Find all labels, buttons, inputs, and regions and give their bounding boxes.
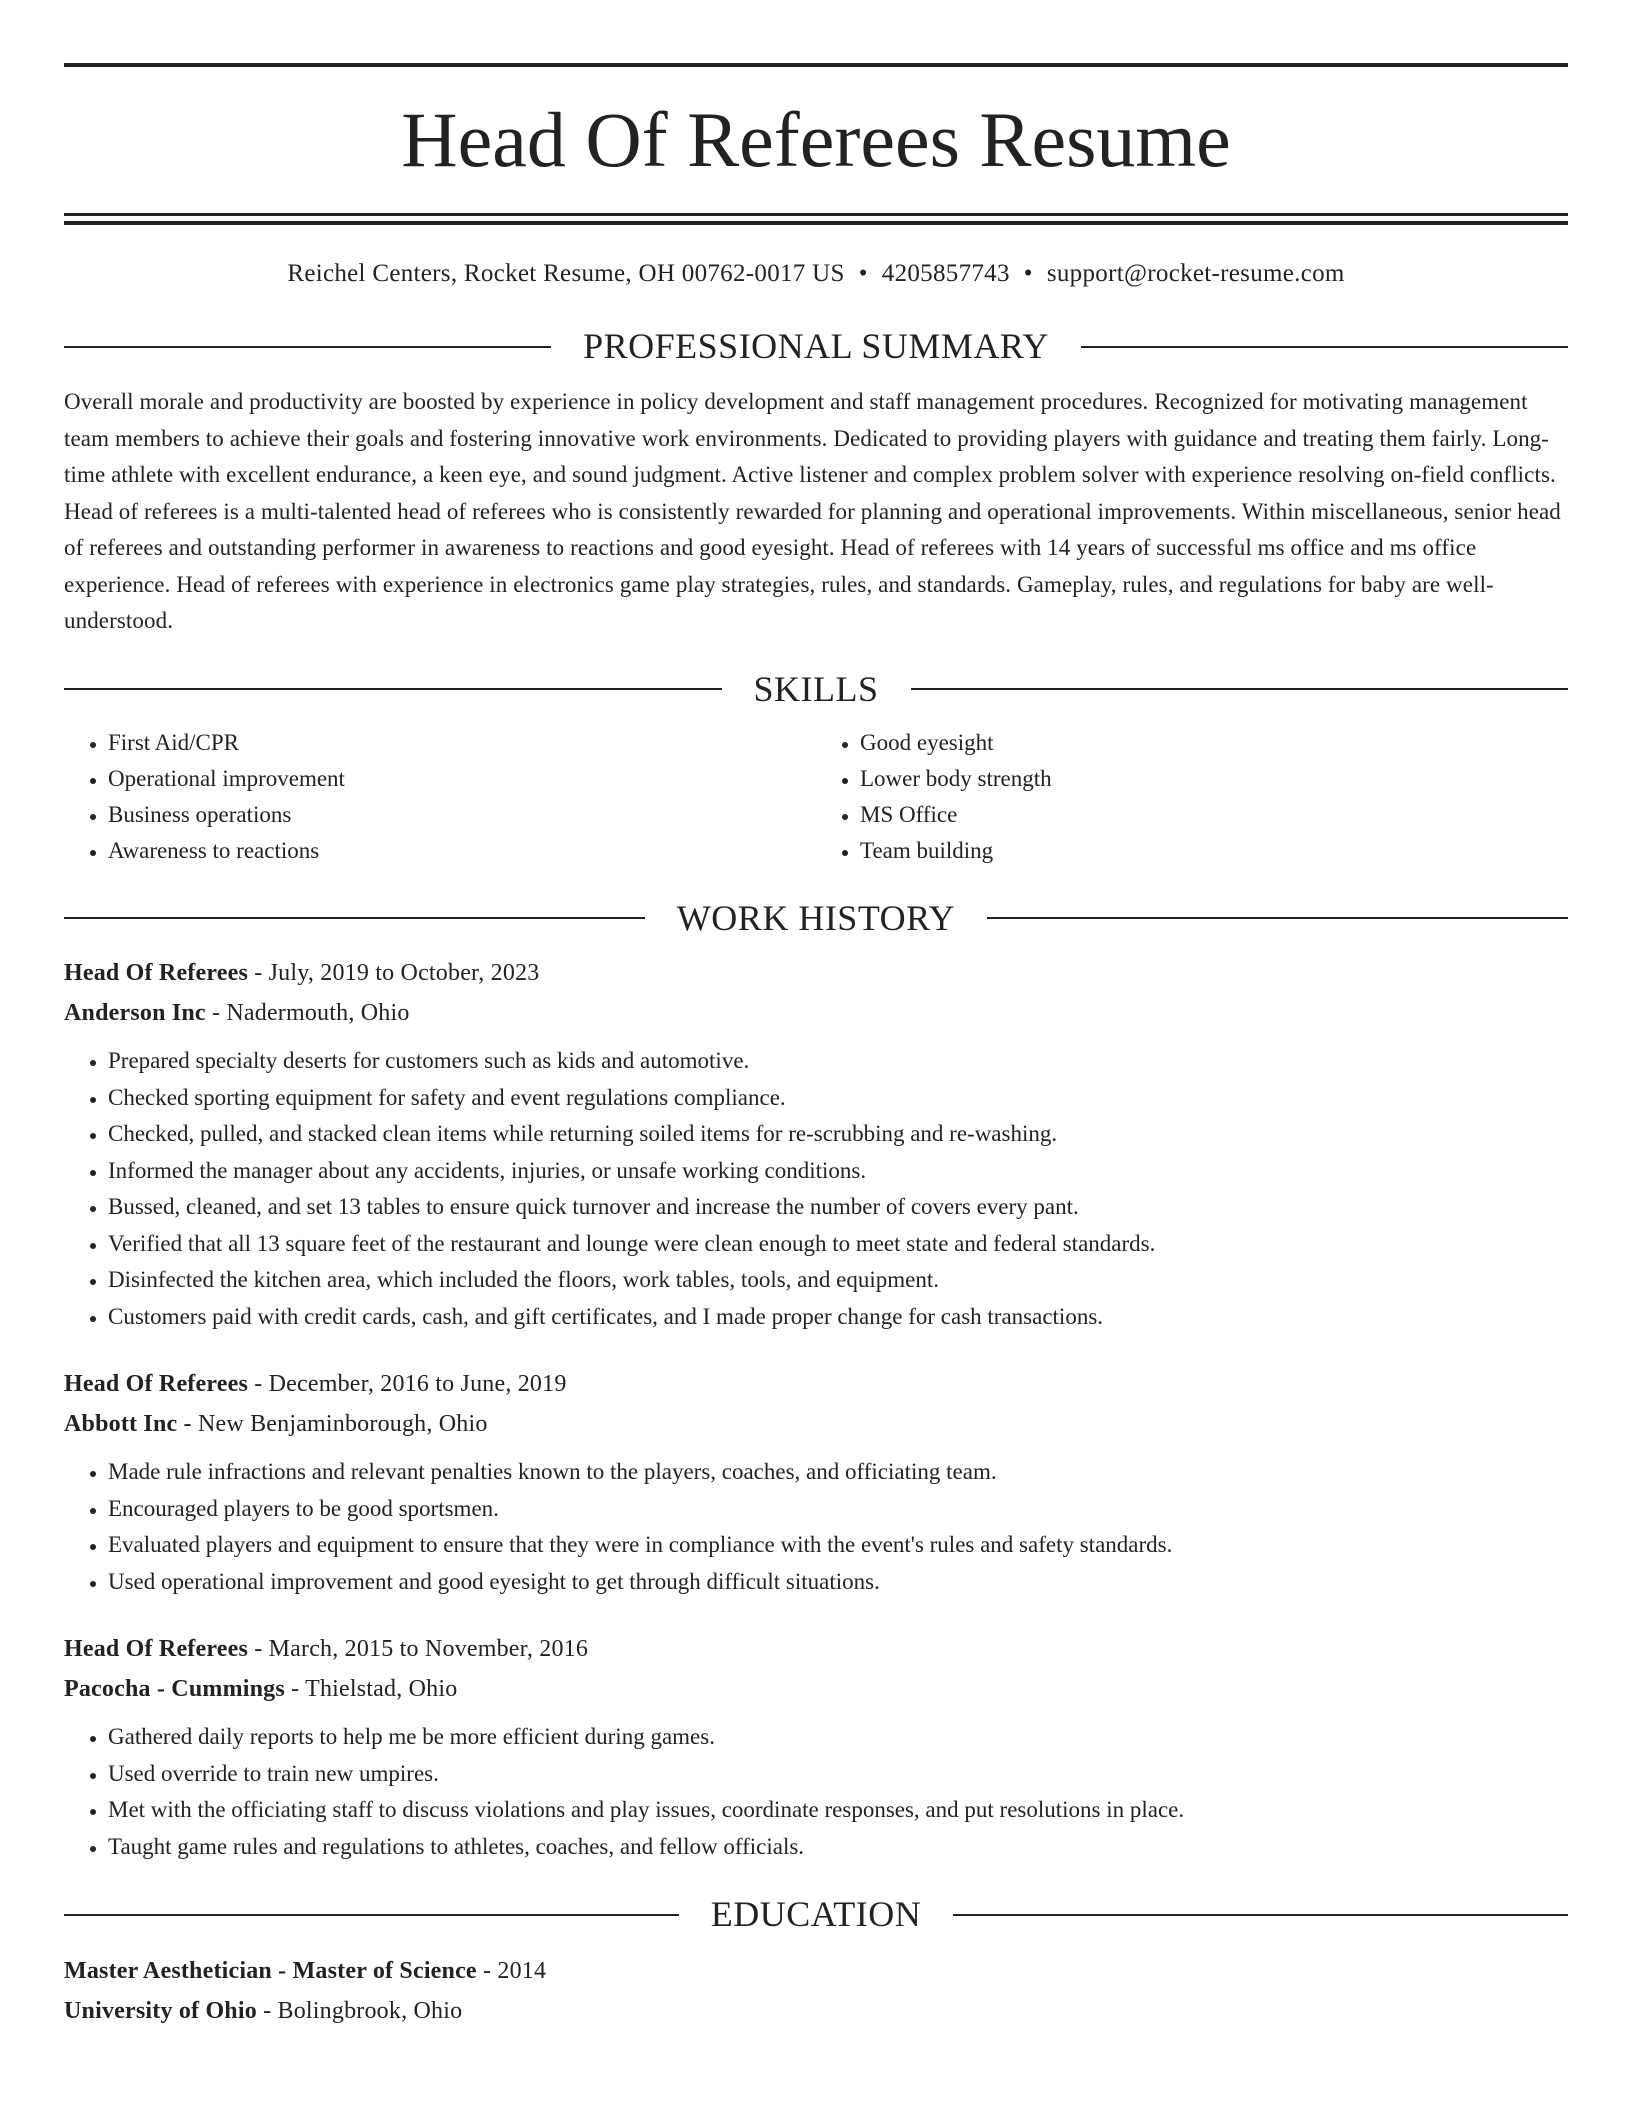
contact-line <box>64 259 1568 289</box>
section-divider <box>987 917 1568 919</box>
education-degree: Master Aesthetician - Master of Science <box>64 1958 477 1985</box>
education-heading: EDUCATION <box>710 1894 922 1935</box>
summary-heading: PROFESSIONAL SUMMARY <box>583 326 1049 366</box>
job-location: - Nadermouth, Ohio <box>205 999 410 1026</box>
skill-item: • Business operations <box>108 797 816 833</box>
education-degree-line <box>64 1952 1568 1992</box>
skills-column-left <box>64 725 816 869</box>
job-bullet: • Used override to train new umpires. <box>108 1756 1568 1793</box>
job-entry <box>64 954 1568 1335</box>
work-heading: WORK HISTORY <box>676 897 956 938</box>
job-title: Head Of Referees <box>64 1371 249 1398</box>
title-double-rule <box>64 213 1568 225</box>
job-bullet: • Gathered daily reports to help me be more efficient during games. <box>108 1719 1568 1756</box>
job-entry <box>64 1630 1568 1865</box>
education-school: University of Ohio <box>64 1997 257 2024</box>
section-divider <box>64 917 645 919</box>
resume-title: Head Of Referees Resume <box>401 96 1231 183</box>
summary-section-header <box>64 325 1568 368</box>
job-title: Head Of Referees <box>64 960 249 987</box>
education-location: - Bolingbrook, Ohio <box>256 1997 463 2024</box>
job-entry <box>64 1365 1568 1600</box>
skill-item: • MS Office <box>860 797 1568 833</box>
job-title: Head Of Referees <box>64 1636 249 1663</box>
job-company-line <box>64 1670 1568 1710</box>
job-dates: - December, 2016 to June, 2019 <box>248 1371 567 1398</box>
education-year: - 2014 <box>476 1958 547 1985</box>
contact-address: Reichel Centers, Rocket Resume, OH 00762-0017 US <box>287 260 845 287</box>
job-bullet: • Checked, pulled, and stacked clean items while returning soiled items for re-scrubbing and re-washing. <box>108 1116 1568 1153</box>
contact-separator: • <box>1023 260 1033 287</box>
skill-item: • First Aid/CPR <box>108 725 816 761</box>
job-location: - New Benjaminborough, Ohio <box>177 1410 488 1437</box>
education-entry <box>64 1952 1568 2031</box>
section-divider <box>911 688 1569 690</box>
job-bullet: • Taught game rules and regulations to athletes, coaches, and fellow officials. <box>108 1829 1568 1866</box>
section-divider <box>1081 346 1568 348</box>
job-title-line <box>64 1365 1568 1405</box>
contact-separator: • <box>858 260 868 287</box>
job-bullet: • Disinfected the kitchen area, which included the floors, work tables, tools, and equipment. <box>108 1262 1568 1299</box>
job-bullet: • Encouraged players to be good sportsmen. <box>108 1491 1568 1528</box>
contact-phone: 4205857743 <box>881 260 1010 287</box>
job-bullets <box>64 1454 1568 1600</box>
section-divider <box>64 1914 679 1916</box>
job-bullet: • Evaluated players and equipment to ensure that they were in compliance with the event's rules and safety standards. <box>108 1527 1568 1564</box>
section-divider <box>953 1914 1568 1916</box>
skill-item: • Good eyesight <box>860 725 1568 761</box>
contact-email: support@rocket-resume.com <box>1046 260 1345 287</box>
job-bullet: • Verified that all 13 square feet of the restaurant and lounge were clean enough to meet state and federal standards. <box>108 1226 1568 1263</box>
top-rule <box>64 63 1568 67</box>
job-bullet: • Customers paid with credit cards, cash, and gift certificates, and I made proper change for cash transactions. <box>108 1299 1568 1336</box>
job-dates: - July, 2019 to October, 2023 <box>248 960 540 987</box>
job-bullet: • Made rule infractions and relevant penalties known to the players, coaches, and officiating team. <box>108 1454 1568 1491</box>
job-bullet: • Bussed, cleaned, and set 13 tables to ensure quick turnover and increase the number of covers every pant. <box>108 1189 1568 1226</box>
job-company: Pacocha - Cummings <box>64 1675 285 1702</box>
job-title-line <box>64 954 1568 994</box>
section-divider <box>64 688 722 690</box>
skills-column-right <box>816 725 1568 869</box>
section-divider <box>64 346 551 348</box>
job-bullet: • Used operational improvement and good eyesight to get through difficult situations. <box>108 1564 1568 1601</box>
skill-item: • Team building <box>860 833 1568 869</box>
skills-heading: SKILLS <box>753 668 879 709</box>
skills-list <box>64 725 1568 869</box>
education-section-header <box>64 1893 1568 1936</box>
work-section-header <box>64 897 1568 940</box>
job-location: - Thielstad, Ohio <box>284 1675 458 1702</box>
job-bullet: • Met with the officiating staff to discuss violations and play issues, coordinate responses, and put resolutions in place. <box>108 1792 1568 1829</box>
job-company-line <box>64 994 1568 1034</box>
job-title-line <box>64 1630 1568 1670</box>
job-bullet: • Prepared specialty deserts for customers such as kids and automotive. <box>108 1043 1568 1080</box>
job-bullet: • Checked sporting equipment for safety and event regulations compliance. <box>108 1080 1568 1117</box>
summary-text: Overall morale and productivity are boosted by experience in policy development and staff management procedures. Recognized for motivating management team members to achieve their goals and fostering innovative work environments. Dedicated to providing players with guidance and treating them fairly. Long-time athlete with excellent endurance, a keen eye, and sound judgment. Active listener and complex problem solver with experience resolving on-field conflicts. Head of referees is a multi-talented head of referees who is consistently rewarded for planning and operational improvements. Within miscellaneous, senior head of referees and outstanding performer in awareness to reactions and good eyesight. Head of referees with 14 years of successful ms office and ms office experience. Head of referees with experience in electronics game play strategies, rules, and standards. Gameplay, rules, and regulations for baby are well-understood. <box>64 389 1561 634</box>
skill-item: • Operational improvement <box>108 761 816 797</box>
job-company-line <box>64 1405 1568 1445</box>
job-bullets <box>64 1043 1568 1335</box>
skills-section-header <box>64 668 1568 711</box>
job-bullets <box>64 1719 1568 1865</box>
work-history <box>64 954 1568 1865</box>
job-dates: - March, 2015 to November, 2016 <box>248 1636 589 1663</box>
skill-item: • Awareness to reactions <box>108 833 816 869</box>
education-school-line <box>64 1992 1568 2032</box>
job-bullet: • Informed the manager about any accidents, injuries, or unsafe working conditions. <box>108 1153 1568 1190</box>
job-company: Abbott Inc <box>64 1410 178 1437</box>
skill-item: • Lower body strength <box>860 761 1568 797</box>
job-company: Anderson Inc <box>64 999 206 1026</box>
